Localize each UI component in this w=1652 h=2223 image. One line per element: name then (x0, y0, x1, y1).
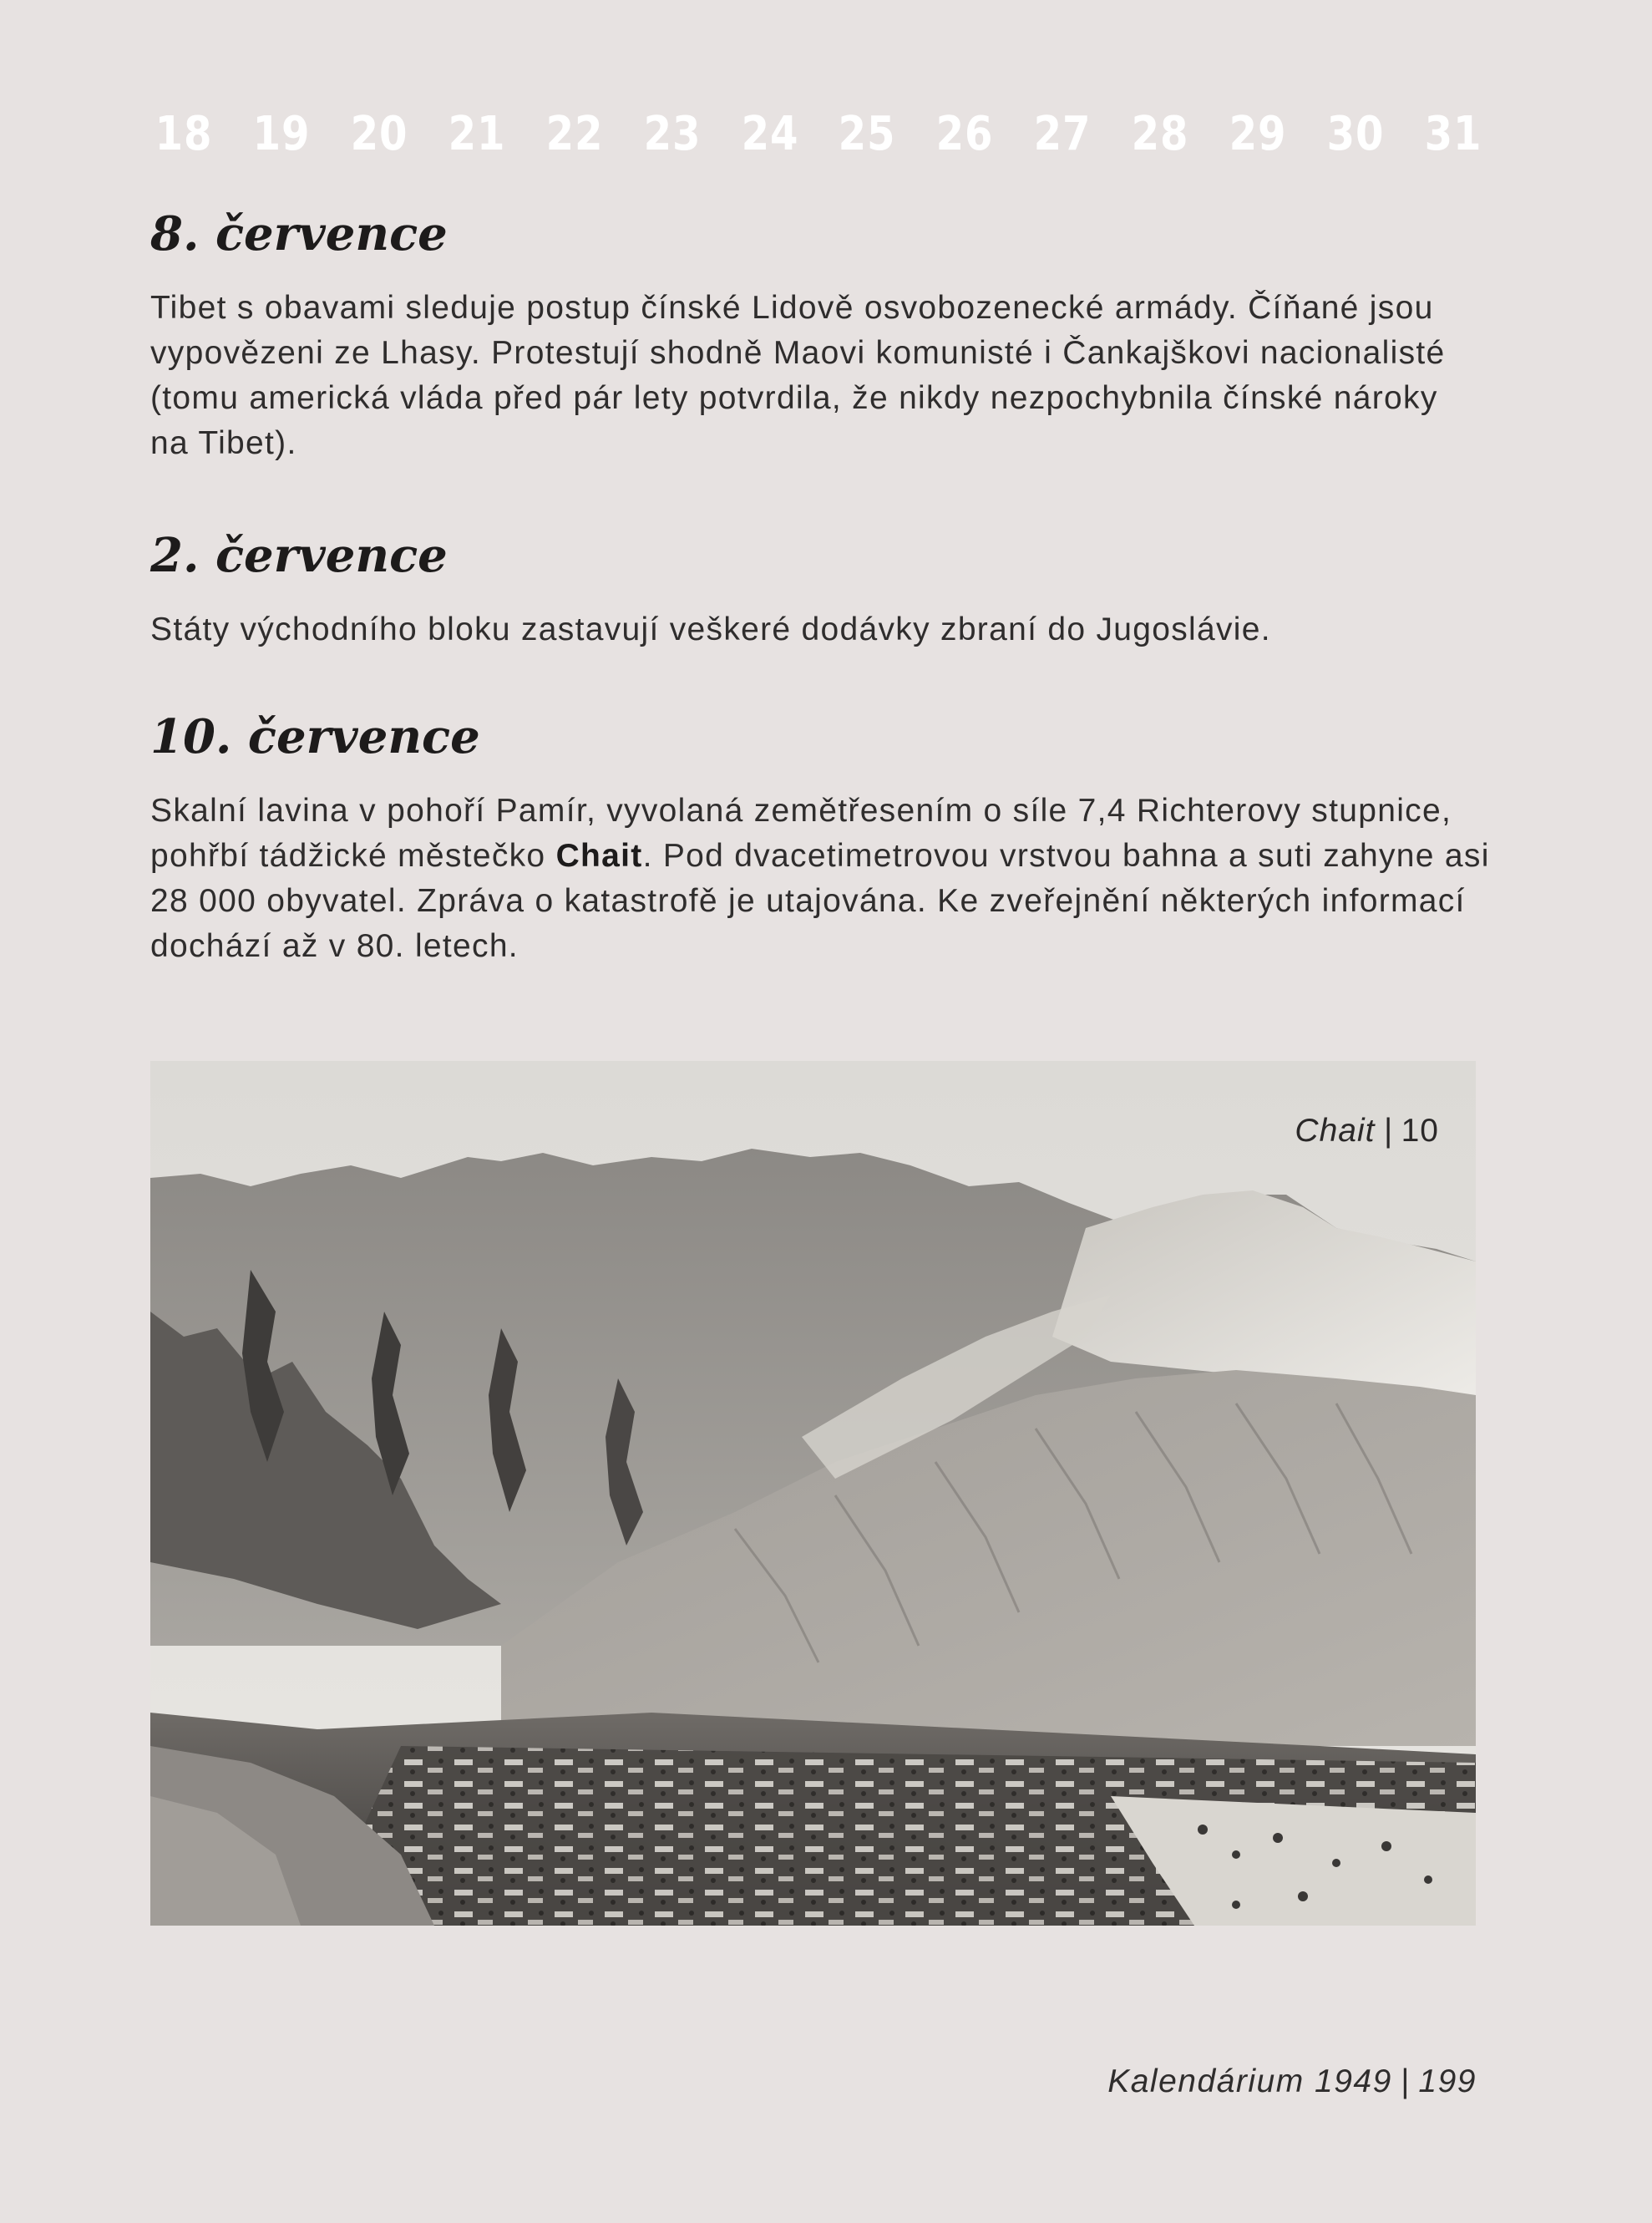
day-number: 21 (448, 106, 506, 161)
entry-heading: 8. července (150, 206, 448, 261)
day-number: 30 (1326, 106, 1385, 161)
photo-caption-name: Chait (1295, 1113, 1376, 1149)
entry-text-line (150, 834, 1490, 879)
entry-text-line: dochází až v 80. letech. (150, 927, 519, 964)
day-number: 23 (643, 106, 701, 161)
page-number: 199 (1418, 2063, 1477, 2099)
entry-text-line: na Tibet). (150, 424, 297, 461)
photo-chait-mountains (150, 1061, 1476, 1926)
entry-july-2 (150, 530, 1453, 652)
photo-caption-number: 10 (1401, 1113, 1439, 1149)
entry-july-10 (150, 709, 1490, 969)
entry-text-segment: pohřbí tádžické městečko (150, 837, 556, 874)
mountain-landscape-image (150, 1061, 1476, 1926)
place-name-chait: Chait (555, 837, 643, 874)
entry-heading: 2. července (150, 528, 448, 583)
day-number: 31 (1424, 106, 1482, 161)
entry-text-line: 28 000 obyvatel. Zpráva o katastrofě je utajována. Ke zveřejnění některých informací (150, 882, 1466, 919)
day-number: 29 (1229, 106, 1287, 161)
entry-text (150, 286, 1453, 466)
entry-text-line: Tibet s obavami sleduje postup čínské Lidově osvobozenecké armády. Číňané jsou (150, 289, 1434, 326)
footer-separator: | (1400, 2063, 1411, 2099)
entry-text-line: vypovězeni ze Lhasy. Protestují shodně Maovi komunisté i Čankajškovi nacionalisté (150, 334, 1446, 371)
photo-caption (1295, 1113, 1439, 1150)
day-number: 20 (350, 106, 408, 161)
day-strip (150, 100, 1487, 167)
entry-text-line: Státy východního bloku zastavují veškeré dodávky zbraní do Jugoslávie. (150, 611, 1271, 647)
entry-july-8 (150, 206, 1453, 466)
photo-caption-separator: | (1383, 1113, 1393, 1149)
footer-title: Kalendárium 1949 (1107, 2063, 1392, 2099)
day-number: 22 (545, 106, 604, 161)
day-number: 18 (155, 106, 213, 161)
entry-text-line: (tomu americká vláda před pár lety potvrdila, že nikdy nezpochybnila čínské nároky (150, 379, 1438, 416)
day-number: 28 (1131, 106, 1189, 161)
day-number: 25 (839, 106, 896, 161)
day-number: 26 (935, 106, 994, 161)
entry-heading: 10. července (150, 709, 480, 764)
entry-text-segment: . Pod dvacetimetrovou vrstvou bahna a suti zahyne asi (642, 837, 1490, 874)
entry-text (150, 789, 1490, 969)
day-number: 27 (1033, 106, 1092, 161)
day-number: 24 (741, 106, 798, 161)
day-number: 19 (252, 106, 311, 161)
entry-text-line: Skalní lavina v pohoří Pamír, vyvolaná zemětřesením o síle 7,4 Richterovy stupnice, (150, 792, 1452, 829)
page-footer (1107, 2063, 1477, 2100)
entry-text (150, 607, 1453, 652)
